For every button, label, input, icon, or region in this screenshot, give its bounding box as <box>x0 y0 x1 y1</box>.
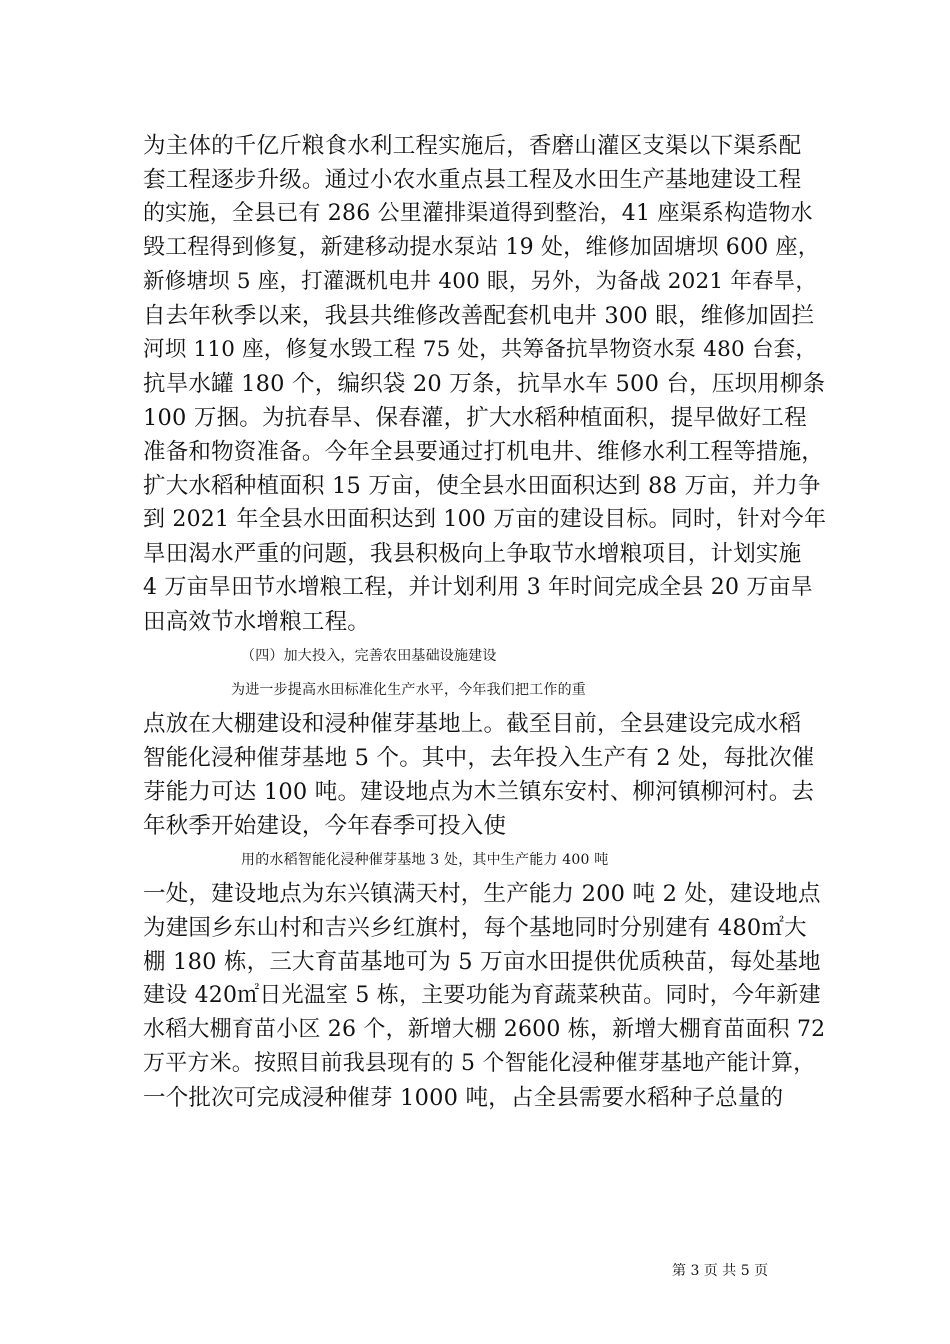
text-line: 扩大水稻种植面积 15 万亩，使全县水田面积达到 88 万亩，并力争 <box>143 473 821 499</box>
text-line: 芽能力可达 100 吨。建设地点为木兰镇东安村、柳河镇柳河村。去 <box>143 779 815 805</box>
text-line: 点放在大棚建设和浸种催芽基地上。截至目前，全县建设完成水稻 <box>143 711 802 737</box>
text-line: 智能化浸种催芽基地 5 个。其中，去年投入生产有 2 处，每批次催 <box>143 745 815 771</box>
paragraph-first-line: 为进一步提高水田标准化生产水平，今年我们把工作的重 <box>231 682 586 698</box>
text-line: 旱田渴水严重的问题，我县积极向上争取节水增粮项目，计划实施 <box>143 541 802 567</box>
text-line: 到 2021 年全县水田面积达到 100 万亩的建设目标。同时，针对今年 <box>143 507 827 532</box>
text-line: 一个批次可完成浸种催芽 1000 吨，占全县需要水稻种子总量的 <box>143 1085 784 1111</box>
text-line: 万平方米。按照目前我县现有的 5 个智能化浸种催芽基地产能计算， <box>143 1051 816 1076</box>
text-line: 毁工程得到修复，新建移动提水泵站 19 处，维修加固塘坝 600 座， <box>143 235 820 260</box>
page-footer: 第 3 页 共 5 页 <box>672 1263 769 1279</box>
section-heading: （四）加大投入，完善农田基础设施建设 <box>241 648 497 664</box>
text-line: 套工程逐步升级。通过小农水重点县工程及水田生产基地建设工程 <box>143 167 802 193</box>
text-line: 为建国乡东山村和吉兴乡红旗村，每个基地同时分别建有 480㎡大 <box>143 915 807 941</box>
text-line: 4 万亩旱田节水增粮工程，并计划利用 3 年时间完成全县 20 万亩旱 <box>143 575 813 600</box>
text-line: 100 万捆。为抗春旱、保春灌，扩大水稻种植面积，提早做好工程 <box>143 405 807 431</box>
text-line: 水稻大棚育苗小区 26 个，新增大棚 2600 栋，新增大棚育苗面积 72 <box>143 1017 826 1042</box>
text-line: 建设 420㎡日光温室 5 栋，主要功能为育蔬菜秧苗。同时，今年新建 <box>143 983 821 1008</box>
text-line: 准备和物资准备。今年全县要通过打机电井、维修水利工程等措施， <box>143 439 825 465</box>
text-line: 棚 180 栋，三大育苗基地可为 5 万亩水田提供优质秧苗，每处基地 <box>143 949 821 975</box>
paragraph-first-line: 用的水稻智能化浸种催芽基地 3 处，其中生产能力 400 吨 <box>241 852 609 868</box>
text-line: 河坝 110 座，修复水毁工程 75 处，共筹备抗旱物资水泵 480 台套， <box>143 337 818 362</box>
text-line: 的实施，全县已有 286 公里灌排渠道得到整治，41 座渠系构造物水 <box>143 201 813 226</box>
text-line: 一处，建设地点为东兴镇满天村，生产能力 200 吨 2 处，建设地点 <box>143 881 821 907</box>
text-line: 田高效节水增粮工程。 <box>143 609 371 635</box>
text-line: 自去年秋季以来，我县共维修改善配套机电井 300 眼，维修加固拦 <box>143 303 815 329</box>
text-line: 抗旱水罐 180 个，编织袋 20 万条，抗旱水车 500 台，压坝用柳条 <box>143 371 826 397</box>
text-line: 为主体的千亿斤粮食水利工程实施后，香磨山灌区支渠以下渠系配 <box>143 133 802 159</box>
text-line: 年秋季开始建设，今年春季可投入使 <box>143 813 507 839</box>
text-line: 新修塘坝 5 座，打灌溉机电井 400 眼，另外，为备战 2021 年春旱， <box>143 269 818 294</box>
